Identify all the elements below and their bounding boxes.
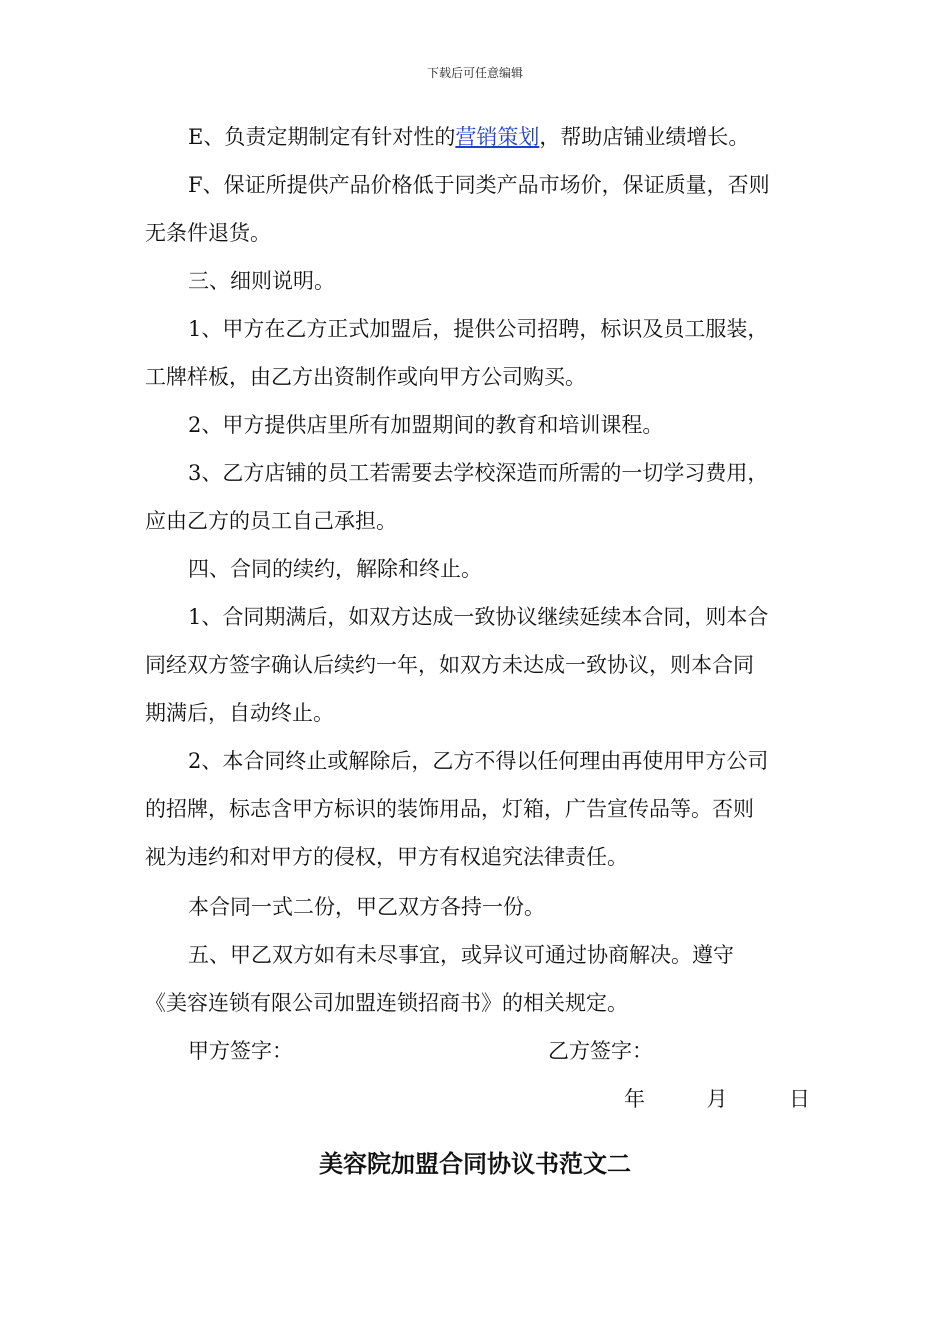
section-3-item-1-line2: 工牌样板，由乙方出资制作或向甲方公司购买。 [145,365,586,389]
section-4-item-2-line3: 视为违约和对甲方的侵权，甲方有权追究法律责任。 [145,845,628,869]
paragraph-e-suffix: ，帮助店铺业绩增长。 [539,125,750,149]
date-month: 月 [706,1087,728,1111]
section-5-line1: 五、甲乙双方如有未尽事宜，或异议可通过协商解决。遵守 [188,943,734,967]
section-3-item-3-line2: 应由乙方的员工自己承担。 [145,509,397,533]
paragraph-f-line2: 无条件退货。 [145,221,271,245]
party-b-signature-label: 乙方签字： [548,1039,653,1063]
section-3-item-2: 2、甲方提供店里所有加盟期间的教育和培训课程。 [188,413,664,437]
section-3-heading: 三、细则说明。 [188,269,335,293]
paragraph-e-prefix: E、负责定期制定有针对性的 [188,125,456,149]
section-4-item-1-line3: 期满后，自动终止。 [145,701,334,725]
section-3-item-3-line1: 3、乙方店铺的员工若需要去学校深造而所需的一切学习费用， [188,461,769,485]
section-4-item-2-line2: 的招牌，标志含甲方标识的装饰用品，灯箱，广告宣传品等。否则 [145,797,754,821]
party-a-signature-label: 甲方签字： [188,1039,293,1063]
section-4-item-1-line1: 1、合同期满后，如双方达成一致协议继续延续本合同，则本合 [188,605,769,629]
page-header: 下载后可任意编辑 [426,66,523,80]
section-4-item-2-line1: 2、本合同终止或解除后，乙方不得以任何理由再使用甲方公司 [188,749,769,773]
date-line [624,1084,810,1114]
next-section-title: 美容院加盟合同协议书范文二 [319,1149,631,1178]
section-5-line2: 《美容连锁有限公司加盟连锁招商书》的相关规定。 [145,991,628,1015]
section-3-item-1-line1: 1、甲方在乙方正式加盟后，提供公司招聘，标识及员工服装， [188,317,769,341]
date-day: 日 [789,1087,810,1111]
section-4-item-1-line2: 同经双方签字确认后续约一年，如双方未达成一致协议，则本合同 [145,653,754,677]
marketing-plan-link[interactable]: 营销策划 [455,125,540,149]
section-4-heading: 四、合同的续约，解除和终止。 [188,557,482,581]
copies-paragraph: 本合同一式二份，甲乙双方各持一份。 [188,895,545,919]
date-year: 年 [624,1087,645,1111]
paragraph-f-line1: F、保证所提供产品价格低于同类产品市场价，保证质量，否则 [188,173,770,197]
paragraph-e [188,122,810,152]
